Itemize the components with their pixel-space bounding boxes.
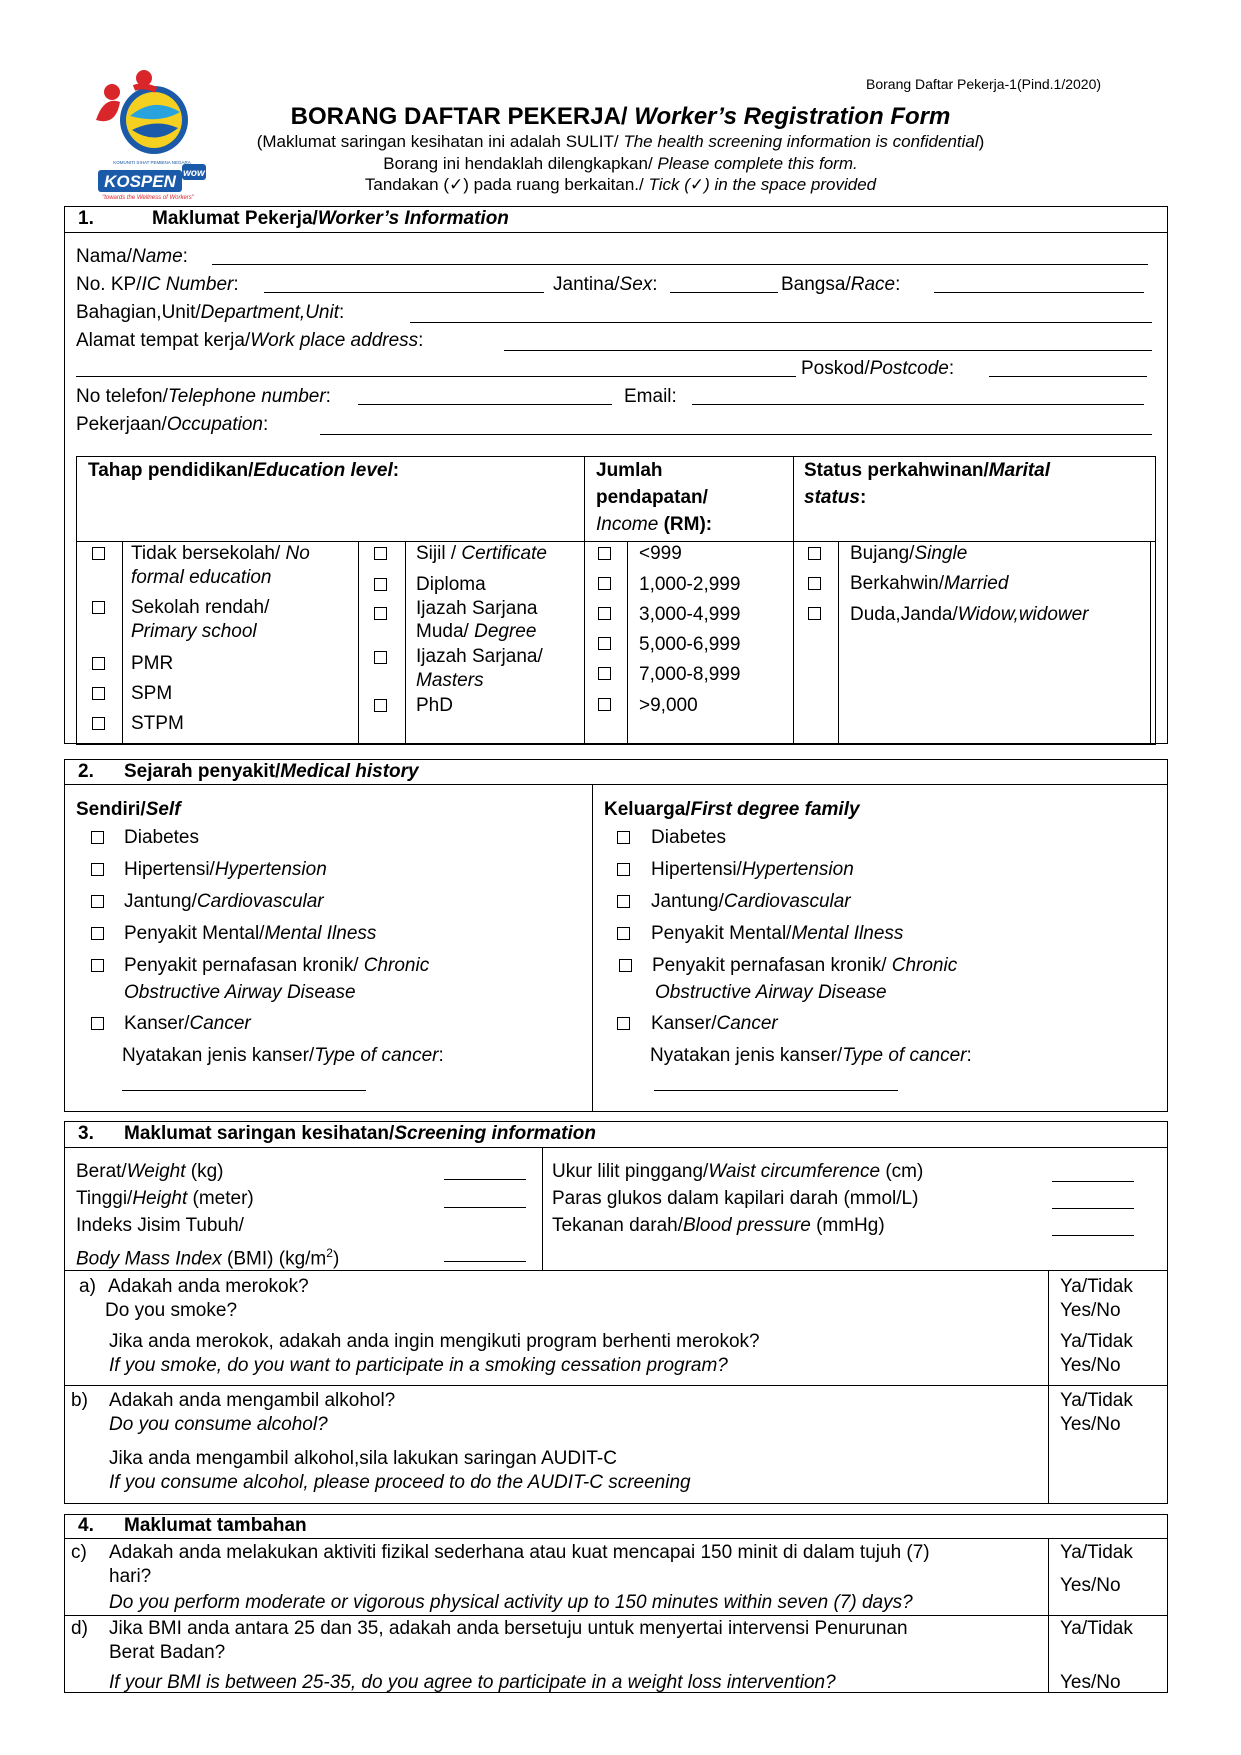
logo-tagline: "towards the Wellness of Workers" [102,195,194,201]
family-cancer-en: Cancer [716,1013,778,1034]
marital-single-checkbox[interactable] [808,547,821,560]
edu-pmr-label: PMR [131,653,174,674]
telephone-label-ms: No telefon/ [76,386,168,407]
weight-label-ms: Berat/ [76,1161,127,1182]
edu-spm-label: SPM [131,683,173,704]
edu-degree-label: Ijazah Sarjana [416,598,538,619]
edu-diploma-label: Diploma [416,574,486,595]
blood-pressure-label-ms: Tekanan darah/ [552,1215,683,1236]
weight-field[interactable] [444,1179,526,1180]
edu-no-formal-label [131,543,310,565]
self-copd-checkbox[interactable] [91,959,104,972]
edu-no-formal-checkbox[interactable] [92,547,105,560]
self-cardiovascular-ms: Jantung/ [124,891,197,912]
marital-married-en: Married [944,573,1009,594]
marital-header-1 [804,460,1050,482]
qd-answer-ya-tidak[interactable]: Ya/Tidak [1060,1618,1133,1639]
self-cancer-ms: Kanser/ [124,1013,190,1034]
family-mental-checkbox[interactable] [617,927,630,940]
qa2-question-en: If you smoke, do you want to participate in a smoking cessation program? [109,1355,728,1376]
edu-masters-label-2: Masters [416,670,484,691]
glucose-field[interactable] [1052,1208,1134,1209]
income-3000-4999-checkbox[interactable] [598,607,611,620]
address-label-end: : [418,330,424,351]
family-diabetes-checkbox[interactable] [617,831,630,844]
height-label-en: Height [132,1188,188,1209]
self-copd-label-2: Obstructive Airway Disease [124,982,356,1003]
waist-label-en: Waist circumference [708,1161,881,1182]
inner-col-divider-inc-a [627,541,628,745]
self-cancer-type-ms: Nyatakan jenis kanser/ [122,1045,315,1066]
page-title [0,103,1241,131]
inner-col-divider-mar-b [1150,541,1151,745]
address-label [76,330,423,352]
note3-ms: Tandakan (✓) pada ruang berkaitan./ [364,175,644,194]
height-label [76,1188,254,1210]
telephone-label-end: : [325,386,331,407]
race-label-en: Race [850,274,896,295]
edu-no-formal-label-2: formal education [131,567,272,588]
race-label-ms: Bangsa/ [781,274,851,295]
self-diabetes-label: Diabetes [124,827,199,848]
inner-col-divider-income [584,456,585,745]
edu-primary-checkbox[interactable] [92,601,105,614]
self-cancer-en: Cancer [189,1013,251,1034]
occupation-field[interactable] [320,434,1152,435]
income-5000-6999-label: 5,000-6,999 [639,634,741,655]
marital-single-label [850,543,967,565]
qc-answer-yes-no[interactable]: Yes/No [1060,1575,1121,1596]
edu-primary-label: Sekolah rendah/ [131,597,270,618]
edu-certificate-label [416,543,547,565]
income-under-999-label: <999 [639,543,682,564]
qc-question-ms-1: Adakah anda melakukan aktiviti fizikal sederhana atau kuat mencapai 150 minit di dalam tujuh (7) [109,1542,930,1563]
qb-answer-yes-no[interactable]: Yes/No [1060,1414,1121,1435]
qa-label: a) [79,1276,96,1297]
education-header-en: Education level [253,460,393,481]
family-cardiovascular-en: Cardiovascular [723,891,851,912]
marital-married-label [850,573,1008,595]
sex-field[interactable] [670,292,778,293]
note1-en: The health screening information is confidential [618,132,979,151]
qd-question-ms-2: Berat Badan? [109,1642,226,1663]
self-mental-en: Mental Ilness [264,923,377,944]
qb-label: b) [71,1390,88,1411]
occupation-label-ms: Pekerjaan/ [76,414,167,435]
family-cancer-type-ms: Nyatakan jenis kanser/ [650,1045,843,1066]
edu-spm-checkbox[interactable] [92,687,105,700]
self-diabetes-checkbox[interactable] [91,831,104,844]
self-cancer-type-label [122,1045,444,1067]
sex-label-end: : [652,274,658,295]
marital-widow-checkbox[interactable] [808,607,821,620]
edu-no-formal-en: No [280,543,310,564]
race-field[interactable] [934,292,1144,293]
edu-primary-label-2: Primary school [131,621,257,642]
family-mental-label [651,923,903,945]
section3-number: 3. [78,1123,94,1144]
bmi-label-sup: 2 [326,1246,333,1260]
income-1000-2999-label: 1,000-2,999 [639,574,741,595]
marital-widow-label [850,604,1089,626]
edu-phd-checkbox[interactable] [374,699,387,712]
qa-answer-yes-no[interactable]: Yes/No [1060,1300,1121,1321]
note3-en: Tick (✓) in the space provided [643,175,877,194]
education-header-end: : [392,460,400,481]
height-field[interactable] [444,1207,526,1208]
edu-certificate-en: Certificate [456,543,547,564]
weight-label [76,1161,224,1183]
section3-qa-qb-divider [64,1385,1168,1386]
self-hypertension-en: Hypertension [214,859,327,880]
family-copd-ms: Penyakit pernafasan kronik/ [652,955,887,976]
department-field[interactable] [410,322,1152,323]
section3-header-divider [64,1147,1168,1148]
section3-title [124,1123,596,1145]
qb2-question-ms: Jika anda mengambil alkohol,sila lakukan saringan AUDIT-C [109,1448,617,1469]
income-header-3 [596,514,712,536]
postcode-label [801,358,954,380]
waist-label-unit: (cm) [880,1161,924,1182]
family-cardiovascular-checkbox[interactable] [617,895,630,908]
inner-table-header-divider [76,541,1156,542]
self-mental-label [124,923,376,945]
self-cancer-type-en: Type of cancer [314,1045,439,1066]
marital-widow-ms: Duda,Janda/ [850,604,958,625]
income-under-999-checkbox[interactable] [598,547,611,560]
note-tick [0,175,1241,195]
edu-pmr-checkbox[interactable] [92,657,105,670]
edu-degree-checkbox[interactable] [374,607,387,620]
family-copd-en: Chronic [886,955,958,976]
self-cardiovascular-checkbox[interactable] [91,895,104,908]
bmi-field[interactable] [444,1261,526,1262]
family-copd-label [652,955,957,977]
note2-ms: Borang ini hendaklah dilengkapkan/ [383,154,653,173]
section1-header-divider [64,232,1168,233]
telephone-field[interactable] [358,404,612,405]
self-cancer-label [124,1013,251,1035]
occupation-label [76,414,268,436]
marital-married-ms: Berkahwin/ [850,573,944,594]
income-header-rm: (RM): [658,514,713,535]
edu-phd-label: PhD [416,695,453,716]
inner-col-divider-edu-a [122,541,123,745]
address-label-en: Work place address [250,330,419,351]
ic-label-en: IC Number [141,274,234,295]
bmi-label-2 [76,1242,339,1270]
qb-answer-ya-tidak[interactable]: Ya/Tidak [1060,1390,1133,1411]
family-mental-en: Mental Ilness [791,923,904,944]
logo-brand: KOSPEN [104,172,176,191]
height-label-ms: Tinggi/ [76,1188,133,1209]
family-copd-checkbox[interactable] [619,959,632,972]
document-reference: Borang Daftar Pekerja-1(Pind.1/2020) [866,76,1102,92]
qd-question-ms-1: Jika BMI anda antara 25 dan 35, adakah anda bersetuju untuk menyertai intervensi Penurunan [109,1618,908,1639]
sex-label-en: Sex [619,274,653,295]
weight-label-en: Weight [126,1161,186,1182]
address-field-1[interactable] [504,350,1152,351]
section4-qc-qd-divider [64,1615,1168,1616]
name-label-ms: Nama/ [76,246,132,267]
postcode-label-end: : [948,358,955,379]
qb2-question-en: If you consume alcohol, please proceed to do the AUDIT-C screening [109,1472,691,1493]
family-hypertension-en: Hypertension [741,859,854,880]
self-hypertension-label [124,859,327,881]
marital-widow-en: Widow,widower [957,604,1089,625]
marital-header-ms: Status perkahwinan/ [804,460,989,481]
edu-masters-checkbox[interactable] [374,651,387,664]
section2-header-divider [64,784,1168,785]
income-header-en: Income [596,514,659,535]
blood-pressure-label-unit: (mmHg) [810,1215,885,1236]
postcode-field[interactable] [989,376,1147,377]
income-header-1: Jumlah [596,460,663,481]
income-3000-4999-label: 3,000-4,999 [639,604,741,625]
edu-certificate-checkbox[interactable] [374,547,387,560]
height-label-unit: (meter) [187,1188,254,1209]
race-label [781,274,900,296]
family-mental-ms: Penyakit Mental/ [651,923,792,944]
self-hypertension-checkbox[interactable] [91,863,104,876]
marital-header-end: : [859,487,867,508]
marital-header-en2: status [804,487,860,508]
family-hypertension-checkbox[interactable] [617,863,630,876]
education-header [88,460,399,482]
section1-title [152,208,509,230]
family-copd-label-2: Obstructive Airway Disease [655,982,887,1003]
department-label-en: Department,Unit [200,302,339,323]
title-ms: BORANG DAFTAR PEKERJA/ [290,103,628,130]
income-header-2: pendapatan/ [596,487,708,508]
family-header [604,799,860,821]
inner-col-divider-edu-c [405,541,406,745]
income-1000-2999-checkbox[interactable] [598,577,611,590]
section4-header-divider [64,1538,1168,1539]
qc-question-ms-2: hari? [109,1566,152,1587]
family-cancer-type-field[interactable] [654,1090,898,1091]
section2-number: 2. [78,761,94,782]
bmi-label-1: Indeks Jisim Tubuh/ [76,1215,244,1236]
edu-degree-ms2: Muda/ [416,621,469,642]
section3-title-en: Screening information [394,1123,596,1144]
edu-stpm-label: STPM [131,713,184,734]
family-cancer-checkbox[interactable] [617,1017,630,1030]
marital-single-ms: Bujang/ [850,543,915,564]
self-mental-ms: Penyakit Mental/ [124,923,265,944]
edu-diploma-checkbox[interactable] [374,578,387,591]
family-cancer-ms: Kanser/ [651,1013,717,1034]
bmi-label-en: Body Mass Index [76,1248,222,1270]
postcode-label-ms: Poskod/ [801,358,870,379]
qa-answer-ya-tidak[interactable]: Ya/Tidak [1060,1276,1133,1297]
family-cancer-type-end: : [966,1045,972,1066]
section1-number: 1. [78,208,94,229]
marital-header-en1: Marital [988,460,1051,481]
marital-married-checkbox[interactable] [808,577,821,590]
note2-en: Please complete this form. [652,154,858,173]
qb-question-ms: Adakah anda mengambil alkohol? [109,1390,396,1411]
logo-ring-text: KOMUNITI SIHAT PEMBINA NEGARA [113,160,191,165]
income-7000-8999-checkbox[interactable] [598,667,611,680]
education-header-ms: Tahap pendidikan/ [88,460,254,481]
self-hypertension-ms: Hipertensi/ [124,859,215,880]
occupation-label-en: Occupation [166,414,263,435]
postcode-label-en: Postcode [869,358,949,379]
qb-question-en: Do you consume alcohol? [109,1414,328,1435]
email-field[interactable] [692,404,1144,405]
sex-label [553,274,658,296]
occupation-label-end: : [262,414,269,435]
self-cardiovascular-label [124,891,324,913]
glucose-label: Paras glukos dalam kapilari darah (mmol/L) [552,1188,919,1209]
self-copd-label [124,955,429,977]
self-mental-checkbox[interactable] [91,927,104,940]
department-label-ms: Bahagian,Unit/ [76,302,201,323]
qd-label: d) [71,1618,88,1639]
section1-title-ms: Maklumat Pekerja/ [152,208,318,229]
note-complete [0,154,1241,174]
logo-brand-suffix: wow [183,168,205,179]
inner-col-divider-marital [793,456,794,745]
qd-answer-yes-no[interactable]: Yes/No [1060,1672,1121,1693]
ic-label-end: : [233,274,239,295]
self-cancer-type-field[interactable] [122,1090,366,1091]
race-label-end: : [895,274,901,295]
department-label-end: : [339,302,345,323]
edu-degree-en: Degree [468,621,537,642]
self-header-en: Self [145,799,181,820]
qc-answer-ya-tidak[interactable]: Ya/Tidak [1060,1542,1133,1563]
family-hypertension-ms: Hipertensi/ [651,859,742,880]
name-label-en: Name [131,246,183,267]
address-field-2[interactable] [76,376,796,377]
ic-label-ms: No. KP/ [76,274,142,295]
qa2-question-ms: Jika anda merokok, adakah anda ingin mengikuti program berhenti merokok? [109,1331,760,1352]
blood-pressure-label [552,1215,885,1237]
edu-stpm-checkbox[interactable] [92,717,105,730]
family-cancer-label [651,1013,778,1035]
sex-label-ms: Jantina/ [553,274,620,295]
section4-title: Maklumat tambahan [124,1515,307,1536]
section3-answer-divider [1048,1270,1049,1504]
self-copd-en: Chronic [358,955,430,976]
section2-title-en: Medical history [280,761,419,782]
self-copd-ms: Penyakit pernafasan kronik/ [124,955,359,976]
family-hypertension-label [651,859,854,881]
title-en: Worker’s Registration Form [627,103,951,130]
blood-pressure-field[interactable] [1052,1235,1134,1236]
email-label: Email: [624,386,677,407]
ic-field[interactable] [264,292,544,293]
address-label-ms: Alamat tempat kerja/ [76,330,251,351]
qc-label: c) [71,1542,87,1563]
edu-certificate-ms: Sijil / [416,543,457,564]
family-header-ms: Keluarga/ [604,799,691,820]
section3-title-ms: Maklumat saringan kesihatan/ [124,1123,395,1144]
qa2-answer-ya-tidak[interactable]: Ya/Tidak [1060,1331,1133,1352]
section3-measure-divider [542,1147,543,1270]
qc-question-en: Do you perform moderate or vigorous physical activity up to 150 minutes within seven (7) days? [109,1592,913,1613]
name-label [76,246,188,268]
note1-end: ) [978,132,985,151]
note-confidential [0,132,1241,152]
income-7000-8999-label: 7,000-8,999 [639,664,741,685]
note1-ms: (Maklumat saringan kesihatan ini adalah SULIT/ [256,132,619,151]
inner-col-divider-edu-b [358,541,359,745]
waist-field[interactable] [1052,1181,1134,1182]
blood-pressure-label-en: Blood pressure [683,1215,811,1236]
edu-no-formal-ms: Tidak bersekolah/ [131,543,281,564]
family-cancer-type-en: Type of cancer [842,1045,967,1066]
section2-title [124,761,419,783]
section2-col-divider [592,784,593,1112]
self-cancer-type-end: : [438,1045,444,1066]
name-field[interactable] [212,264,1148,265]
section1-title-en: Worker’s Information [317,208,509,229]
family-header-en: First degree family [690,799,860,820]
section4-number: 4. [78,1515,94,1536]
ic-label [76,274,239,296]
income-over-9000-checkbox[interactable] [598,698,611,711]
self-header-ms: Sendiri/ [76,799,146,820]
qa-question-ms: Adakah anda merokok? [108,1276,309,1297]
waist-label-ms: Ukur lilit pinggang/ [552,1161,709,1182]
section2-title-ms: Sejarah penyakit/ [124,761,281,782]
weight-label-unit: (kg) [185,1161,224,1182]
telephone-label [76,386,331,408]
income-over-9000-label: >9,000 [639,695,698,716]
self-cardiovascular-en: Cardiovascular [196,891,324,912]
telephone-label-en: Telephone number [167,386,326,407]
inner-col-divider-mar-a [838,541,839,745]
qa-question-en: Do you smoke? [105,1300,238,1321]
department-label [76,302,344,324]
name-label-end: : [182,246,188,267]
edu-degree-label-2 [416,621,536,643]
bmi-label-close: ) [332,1248,340,1270]
self-cancer-checkbox[interactable] [91,1017,104,1030]
qd-question-en: If your BMI is between 25-35, do you agree to participate in a weight loss intervention? [109,1672,836,1693]
family-cardiovascular-label [651,891,851,913]
marital-header-2 [804,487,866,509]
bmi-label-unit: (BMI) (kg/m [221,1248,327,1270]
family-diabetes-label: Diabetes [651,827,726,848]
marital-single-en: Single [914,543,968,564]
family-cardiovascular-ms: Jantung/ [651,891,724,912]
self-header [76,799,181,821]
family-cancer-type-label [650,1045,972,1067]
qa2-answer-yes-no[interactable]: Yes/No [1060,1355,1121,1376]
edu-masters-label: Ijazah Sarjana/ [416,646,543,667]
waist-label [552,1161,923,1183]
income-5000-6999-checkbox[interactable] [598,637,611,650]
